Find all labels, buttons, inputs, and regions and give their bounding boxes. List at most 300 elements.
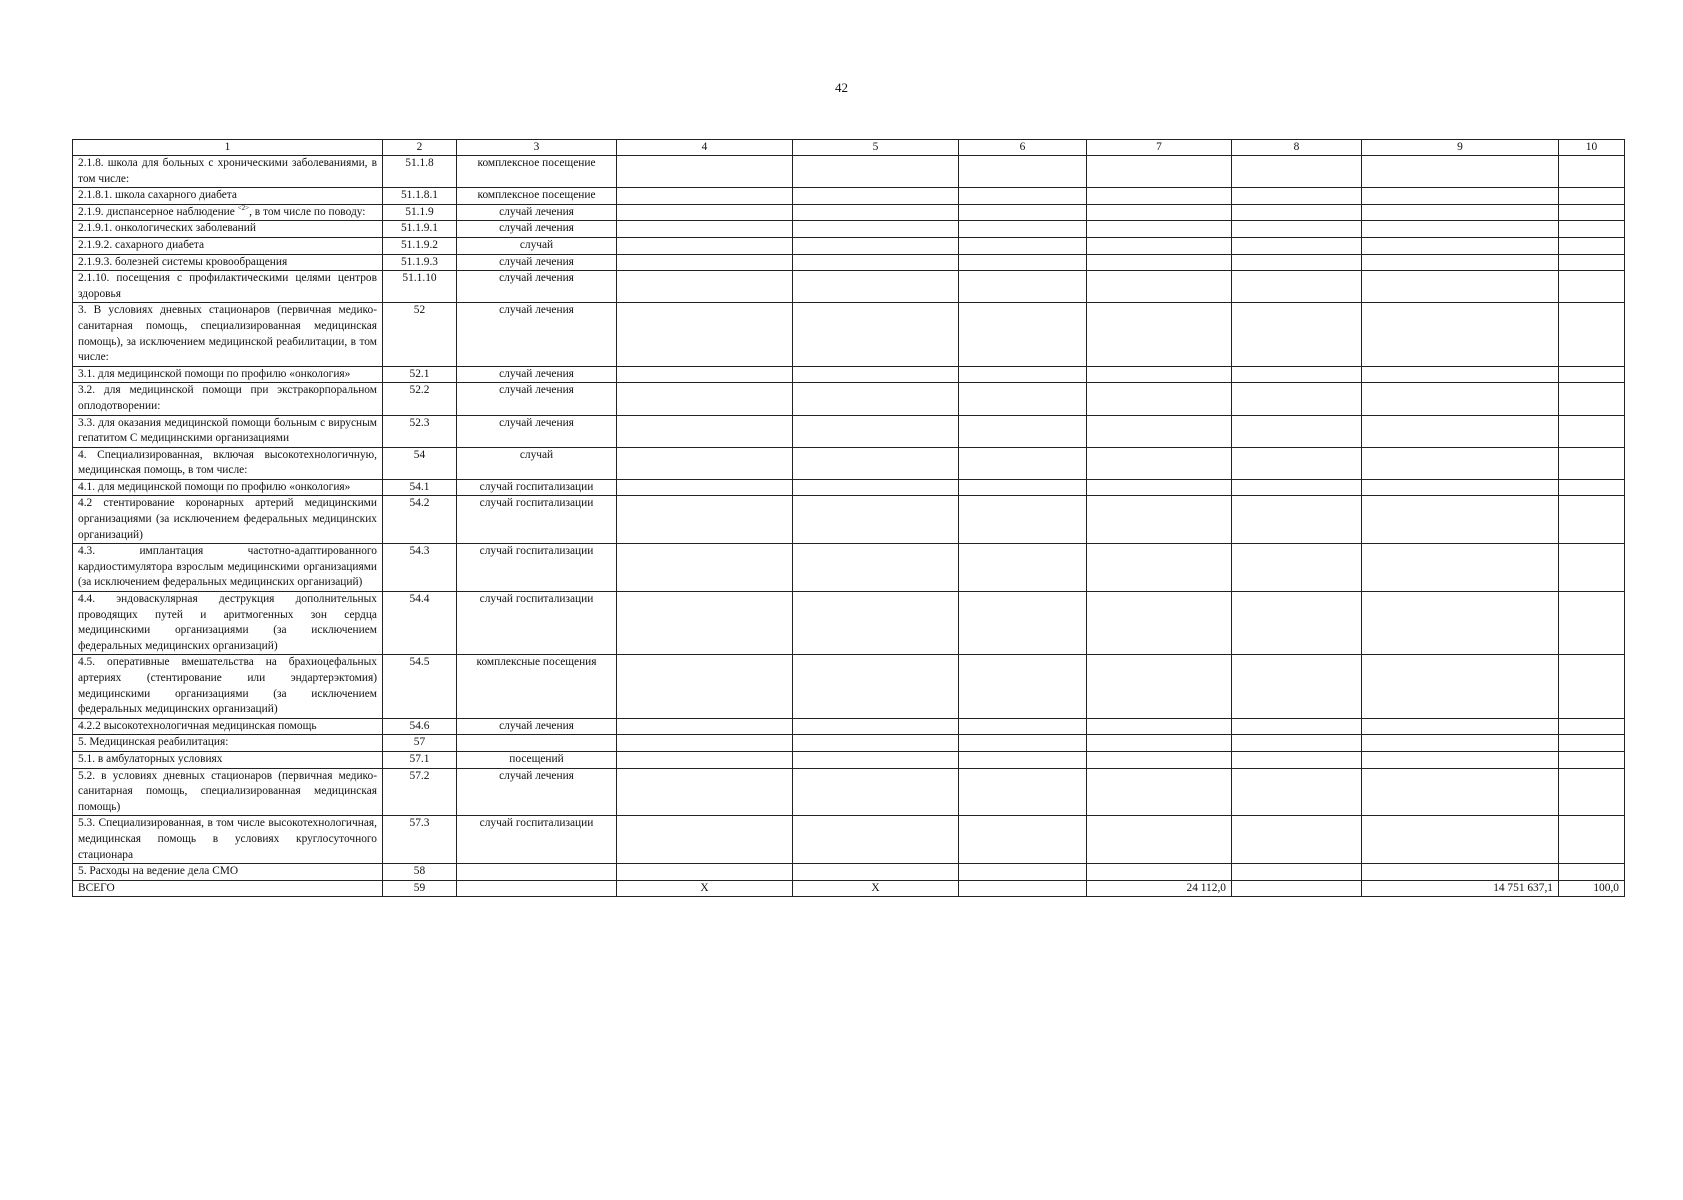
row-name: 3.1. для медицинской помощи по профилю «онкология» — [78, 367, 351, 380]
table-row — [73, 366, 1625, 383]
row-code: 54.3 — [383, 544, 457, 592]
row-name-cell — [73, 447, 383, 479]
row-name: 3. В условиях дневных стационаров (первичная медико-санитарная помощь, специализированная медицинская помощь), за исключением медицинской реабилитации, в том числе: — [78, 304, 377, 364]
row-value-4 — [617, 156, 793, 188]
row-name: 2.1.10. посещения с профилактическими целями центров здоровья — [78, 272, 377, 300]
row-value-6 — [959, 303, 1087, 366]
row-value-8 — [1232, 816, 1362, 864]
row-value-7 — [1087, 816, 1232, 864]
row-name: 5.2. в условиях дневных стационаров (первичная медико-санитарная помощь, специализированная медицинская помощь) — [78, 769, 377, 813]
row-name-cell — [73, 880, 383, 897]
row-value-9 — [1362, 303, 1559, 366]
row-name-cell — [73, 366, 383, 383]
row-code: 51.1.9.3 — [383, 254, 457, 271]
row-value-10 — [1559, 366, 1625, 383]
data-table — [72, 139, 1625, 897]
row-value-7 — [1087, 768, 1232, 816]
row-value-7 — [1087, 383, 1232, 415]
row-value-9 — [1362, 188, 1559, 205]
row-value-7 — [1087, 447, 1232, 479]
row-value-10 — [1559, 188, 1625, 205]
row-value-7 — [1087, 655, 1232, 718]
row-unit: случай — [457, 237, 617, 254]
table-row — [73, 816, 1625, 864]
row-code: 54.1 — [383, 479, 457, 496]
row-value-6 — [959, 156, 1087, 188]
row-value-5 — [793, 768, 959, 816]
table-row — [73, 383, 1625, 415]
row-value-6 — [959, 447, 1087, 479]
row-value-5 — [793, 366, 959, 383]
row-value-7 — [1087, 415, 1232, 447]
row-unit: случай лечения — [457, 303, 617, 366]
row-name: 2.1.8.1. школа сахарного диабета — [78, 189, 237, 202]
row-name-cell — [73, 592, 383, 655]
table-row — [73, 254, 1625, 271]
row-code: 51.1.8 — [383, 156, 457, 188]
row-value-4 — [617, 383, 793, 415]
row-value-7: 24 112,0 — [1087, 880, 1232, 897]
column-header: 4 — [617, 140, 793, 156]
table-row — [73, 221, 1625, 238]
row-value-10 — [1559, 254, 1625, 271]
row-unit: посещений — [457, 751, 617, 768]
row-code: 51.1.10 — [383, 271, 457, 303]
table-row — [73, 415, 1625, 447]
row-value-4 — [617, 415, 793, 447]
table-row — [73, 880, 1625, 897]
row-value-10 — [1559, 718, 1625, 735]
row-code: 52 — [383, 303, 457, 366]
row-name: 4.3. имплантация частотно-адаптированного кардиостимулятора взрослым медицинскими организациями (за исключением федеральных медицинских организаций) — [78, 545, 377, 589]
row-name: 2.1.9.2. сахарного диабета — [78, 238, 205, 251]
column-header: 8 — [1232, 140, 1362, 156]
table-row — [73, 768, 1625, 816]
row-value-4 — [617, 592, 793, 655]
row-name: 4.4. эндоваскулярная деструкция дополнительных проводящих путей и аритмогенных зон сердца медицинскими организациями (за исключением федеральных медицинских организаций) — [78, 593, 377, 652]
row-unit: случай лечения — [457, 768, 617, 816]
row-value-6 — [959, 864, 1087, 881]
row-code: 54 — [383, 447, 457, 479]
row-value-8 — [1232, 383, 1362, 415]
row-value-7 — [1087, 735, 1232, 752]
row-value-5 — [793, 254, 959, 271]
row-unit: случай — [457, 447, 617, 479]
row-value-7 — [1087, 496, 1232, 544]
row-name-cell — [73, 655, 383, 718]
row-value-9 — [1362, 496, 1559, 544]
row-value-5 — [793, 544, 959, 592]
row-name: 2.1.9.3. болезней системы кровообращения — [78, 255, 288, 268]
row-value-9 — [1362, 415, 1559, 447]
row-value-8 — [1232, 718, 1362, 735]
row-name: 5.3. Специализированная, в том числе высокотехнологичная, медицинская помощь в условиях круглосуточного стационара — [78, 817, 377, 861]
row-value-7 — [1087, 254, 1232, 271]
row-code: 51.1.9 — [383, 204, 457, 221]
row-value-9 — [1362, 655, 1559, 718]
row-value-4: Х — [617, 880, 793, 897]
row-code: 52.3 — [383, 415, 457, 447]
row-name: 4.2 стентирование коронарных артерий медицинскими организациями (за исключением федеральных медицинских организаций) — [78, 497, 377, 541]
row-value-8 — [1232, 303, 1362, 366]
row-value-8 — [1232, 735, 1362, 752]
row-name: 2.1.9.1. онкологических заболеваний — [78, 222, 256, 235]
row-unit: случай лечения — [457, 221, 617, 238]
row-name: 3.2. для медицинской помощи при экстракорпоральном оплодотворении: — [78, 384, 377, 412]
column-header: 1 — [73, 140, 383, 156]
footnote-reference: <2> — [237, 204, 250, 212]
row-value-4 — [617, 204, 793, 221]
column-header: 3 — [457, 140, 617, 156]
row-value-6 — [959, 880, 1087, 897]
row-value-7 — [1087, 271, 1232, 303]
row-unit — [457, 735, 617, 752]
row-value-4 — [617, 735, 793, 752]
table-row — [73, 864, 1625, 881]
row-value-6 — [959, 221, 1087, 238]
row-unit: случай лечения — [457, 204, 617, 221]
table-row — [73, 204, 1625, 221]
row-value-5 — [793, 816, 959, 864]
row-value-6 — [959, 479, 1087, 496]
row-value-9 — [1362, 271, 1559, 303]
row-value-4 — [617, 271, 793, 303]
row-value-4 — [617, 816, 793, 864]
row-value-5 — [793, 655, 959, 718]
table-row — [73, 544, 1625, 592]
table-row — [73, 751, 1625, 768]
row-value-9 — [1362, 864, 1559, 881]
row-value-8 — [1232, 221, 1362, 238]
row-unit: случай лечения — [457, 254, 617, 271]
row-code: 54.2 — [383, 496, 457, 544]
row-value-8 — [1232, 254, 1362, 271]
row-value-9 — [1362, 204, 1559, 221]
row-value-8 — [1232, 271, 1362, 303]
row-value-4 — [617, 718, 793, 735]
row-unit — [457, 864, 617, 881]
row-value-5 — [793, 592, 959, 655]
row-code: 58 — [383, 864, 457, 881]
row-value-6 — [959, 271, 1087, 303]
row-code: 57 — [383, 735, 457, 752]
row-name: 4.5. оперативные вмешательства на брахиоцефальных артериях (стентирование или эндартерэктомия) медицинскими организациями (за исключением федеральных медицинских организаций) — [78, 656, 377, 716]
row-value-9 — [1362, 221, 1559, 238]
row-name-cell — [73, 204, 383, 221]
row-value-6 — [959, 188, 1087, 205]
row-value-8 — [1232, 415, 1362, 447]
column-header: 2 — [383, 140, 457, 156]
row-name: 4.2.2 высокотехнологичная медицинская помощь — [78, 719, 317, 732]
row-value-7 — [1087, 188, 1232, 205]
row-value-8 — [1232, 479, 1362, 496]
row-name-cell — [73, 237, 383, 254]
row-value-5 — [793, 415, 959, 447]
row-value-6 — [959, 415, 1087, 447]
row-value-7 — [1087, 204, 1232, 221]
row-value-9 — [1362, 592, 1559, 655]
row-value-4 — [617, 544, 793, 592]
page-number: 42 — [835, 80, 848, 95]
row-value-9 — [1362, 237, 1559, 254]
row-value-10 — [1559, 415, 1625, 447]
row-value-5: Х — [793, 880, 959, 897]
row-unit: случай лечения — [457, 383, 617, 415]
row-value-4 — [617, 303, 793, 366]
row-value-4 — [617, 479, 793, 496]
row-value-4 — [617, 768, 793, 816]
row-value-9 — [1362, 751, 1559, 768]
column-header: 7 — [1087, 140, 1232, 156]
column-header: 9 — [1362, 140, 1559, 156]
row-value-4 — [617, 751, 793, 768]
row-name-cell — [73, 735, 383, 752]
row-name-cell — [73, 303, 383, 366]
row-value-5 — [793, 204, 959, 221]
row-value-10 — [1559, 544, 1625, 592]
row-name: 4.1. для медицинской помощи по профилю «онкология» — [78, 480, 351, 493]
row-value-8 — [1232, 864, 1362, 881]
row-value-4 — [617, 237, 793, 254]
row-unit: случай лечения — [457, 415, 617, 447]
row-value-10: 100,0 — [1559, 880, 1625, 897]
row-value-9 — [1362, 366, 1559, 383]
row-name-cell — [73, 415, 383, 447]
row-value-4 — [617, 447, 793, 479]
row-value-9 — [1362, 447, 1559, 479]
row-value-8 — [1232, 496, 1362, 544]
row-value-7 — [1087, 156, 1232, 188]
row-value-10 — [1559, 816, 1625, 864]
row-value-4 — [617, 254, 793, 271]
row-unit: случай госпитализации — [457, 496, 617, 544]
row-value-4 — [617, 366, 793, 383]
row-value-10 — [1559, 496, 1625, 544]
row-value-8 — [1232, 768, 1362, 816]
row-value-8 — [1232, 237, 1362, 254]
row-code: 57.2 — [383, 768, 457, 816]
row-name-cell — [73, 156, 383, 188]
row-value-9 — [1362, 544, 1559, 592]
row-value-10 — [1559, 768, 1625, 816]
row-name-cell — [73, 254, 383, 271]
row-value-9 — [1362, 816, 1559, 864]
table-row — [73, 271, 1625, 303]
row-value-5 — [793, 383, 959, 415]
row-code: 59 — [383, 880, 457, 897]
row-code: 52.1 — [383, 366, 457, 383]
table-row — [73, 718, 1625, 735]
row-value-6 — [959, 544, 1087, 592]
row-value-10 — [1559, 221, 1625, 238]
row-value-8 — [1232, 592, 1362, 655]
row-value-7 — [1087, 718, 1232, 735]
row-value-9 — [1362, 768, 1559, 816]
row-unit: комплексное посещение — [457, 156, 617, 188]
row-name: 3.3. для оказания медицинской помощи больным с вирусным гепатитом С медицинскими организациями — [78, 416, 377, 445]
column-header: 5 — [793, 140, 959, 156]
row-name-cell — [73, 718, 383, 735]
row-value-6 — [959, 496, 1087, 544]
row-value-8 — [1232, 544, 1362, 592]
row-value-6 — [959, 735, 1087, 752]
row-name-cell — [73, 383, 383, 415]
row-value-10 — [1559, 735, 1625, 752]
row-value-6 — [959, 383, 1087, 415]
row-code: 51.1.9.2 — [383, 237, 457, 254]
row-value-5 — [793, 718, 959, 735]
row-unit: случай госпитализации — [457, 479, 617, 496]
row-unit: случай лечения — [457, 718, 617, 735]
row-unit: случай госпитализации — [457, 592, 617, 655]
row-code: 57.3 — [383, 816, 457, 864]
row-value-5 — [793, 735, 959, 752]
row-unit: случай лечения — [457, 271, 617, 303]
row-value-8 — [1232, 880, 1362, 897]
row-value-5 — [793, 271, 959, 303]
row-value-6 — [959, 718, 1087, 735]
row-value-8 — [1232, 204, 1362, 221]
row-value-8 — [1232, 751, 1362, 768]
row-name-continuation: , в том числе по поводу: — [249, 205, 366, 218]
table-row — [73, 303, 1625, 366]
row-value-10 — [1559, 447, 1625, 479]
row-value-9 — [1362, 156, 1559, 188]
row-value-5 — [793, 447, 959, 479]
table-row — [73, 237, 1625, 254]
row-value-4 — [617, 864, 793, 881]
row-name: 5. Медицинская реабилитация: — [78, 736, 229, 749]
row-value-7 — [1087, 237, 1232, 254]
row-value-5 — [793, 221, 959, 238]
row-unit: комплексное посещение — [457, 188, 617, 205]
row-value-7 — [1087, 221, 1232, 238]
row-value-6 — [959, 254, 1087, 271]
row-value-4 — [617, 496, 793, 544]
table-row — [73, 479, 1625, 496]
row-name: 5. Расходы на ведение дела СМО — [78, 865, 239, 878]
row-value-7 — [1087, 303, 1232, 366]
row-value-9 — [1362, 383, 1559, 415]
row-value-9 — [1362, 479, 1559, 496]
row-value-8 — [1232, 366, 1362, 383]
row-value-6 — [959, 768, 1087, 816]
row-name-cell — [73, 751, 383, 768]
row-code: 51.1.8.1 — [383, 188, 457, 205]
row-value-4 — [617, 188, 793, 205]
row-name-cell — [73, 816, 383, 864]
row-name: ВСЕГО — [78, 881, 115, 894]
row-value-6 — [959, 751, 1087, 768]
table-row — [73, 447, 1625, 479]
row-unit: случай госпитализации — [457, 544, 617, 592]
row-value-10 — [1559, 751, 1625, 768]
row-unit: случай госпитализации — [457, 816, 617, 864]
row-unit: комплексные посещения — [457, 655, 617, 718]
row-value-10 — [1559, 864, 1625, 881]
row-value-8 — [1232, 655, 1362, 718]
row-name-cell — [73, 479, 383, 496]
row-value-10 — [1559, 204, 1625, 221]
row-name-cell — [73, 496, 383, 544]
row-value-6 — [959, 816, 1087, 864]
row-name-cell — [73, 768, 383, 816]
row-code: 54.5 — [383, 655, 457, 718]
column-header: 6 — [959, 140, 1087, 156]
row-code: 51.1.9.1 — [383, 221, 457, 238]
row-name-cell — [73, 544, 383, 592]
row-value-9: 14 751 637,1 — [1362, 880, 1559, 897]
row-value-10 — [1559, 156, 1625, 188]
row-name: 2.1.8. школа для больных с хроническими заболеваниями, в том числе: — [78, 157, 377, 185]
row-name-cell — [73, 864, 383, 881]
row-value-6 — [959, 592, 1087, 655]
row-name-cell — [73, 188, 383, 205]
row-value-6 — [959, 204, 1087, 221]
row-value-5 — [793, 237, 959, 254]
row-value-6 — [959, 237, 1087, 254]
row-value-9 — [1362, 254, 1559, 271]
row-value-9 — [1362, 735, 1559, 752]
row-value-10 — [1559, 237, 1625, 254]
row-value-7 — [1087, 544, 1232, 592]
row-value-5 — [793, 496, 959, 544]
row-value-4 — [617, 221, 793, 238]
table-row — [73, 156, 1625, 188]
table-row — [73, 735, 1625, 752]
table-row — [73, 496, 1625, 544]
row-value-8 — [1232, 188, 1362, 205]
row-value-5 — [793, 751, 959, 768]
row-value-9 — [1362, 718, 1559, 735]
table-row — [73, 188, 1625, 205]
row-value-5 — [793, 864, 959, 881]
row-name-cell — [73, 271, 383, 303]
row-unit — [457, 880, 617, 897]
row-value-8 — [1232, 447, 1362, 479]
row-value-7 — [1087, 592, 1232, 655]
row-name: 2.1.9. диспансерное наблюдение — [78, 205, 235, 218]
row-value-5 — [793, 303, 959, 366]
row-value-10 — [1559, 655, 1625, 718]
row-value-5 — [793, 188, 959, 205]
column-header: 10 — [1559, 140, 1625, 156]
row-code: 52.2 — [383, 383, 457, 415]
row-value-8 — [1232, 156, 1362, 188]
row-value-7 — [1087, 751, 1232, 768]
row-name: 4. Специализированная, включая высокотехнологичную, медицинская помощь, в том числе: — [78, 448, 377, 477]
row-value-10 — [1559, 479, 1625, 496]
row-value-7 — [1087, 366, 1232, 383]
row-name-cell — [73, 221, 383, 238]
row-code: 54.6 — [383, 718, 457, 735]
row-value-4 — [617, 655, 793, 718]
row-value-10 — [1559, 383, 1625, 415]
table-row — [73, 655, 1625, 718]
row-value-7 — [1087, 864, 1232, 881]
table-row — [73, 592, 1625, 655]
row-name: 5.1. в амбулаторных условиях — [78, 752, 223, 765]
row-value-6 — [959, 366, 1087, 383]
row-value-7 — [1087, 479, 1232, 496]
table-header-row — [73, 140, 1625, 156]
row-code: 54.4 — [383, 592, 457, 655]
row-value-5 — [793, 479, 959, 496]
row-unit: случай лечения — [457, 366, 617, 383]
row-value-5 — [793, 156, 959, 188]
row-code: 57.1 — [383, 751, 457, 768]
row-value-10 — [1559, 303, 1625, 366]
